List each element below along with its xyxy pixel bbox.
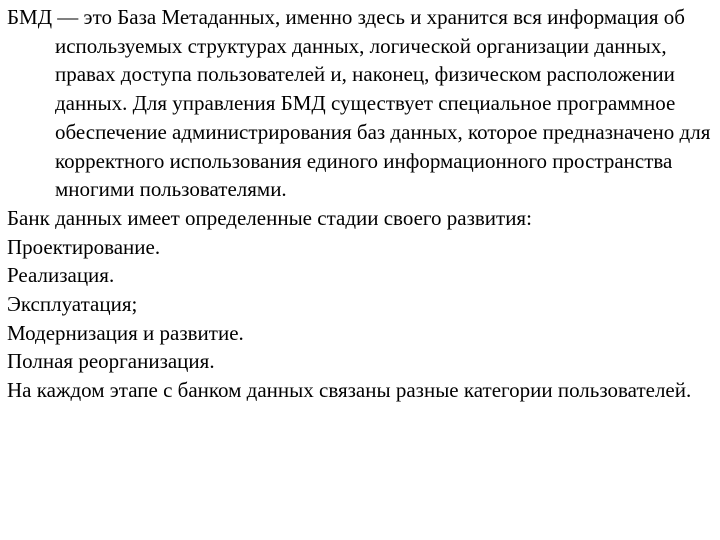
stage-modernization: Модернизация и развитие. [7, 320, 244, 345]
stage-implementation: Реализация. [7, 263, 115, 288]
stage-operation: Эксплуатация; [7, 292, 138, 317]
paragraph-bmd-definition: БМД — это База Метаданных, именно здесь и хранится вся информация об используемых структурах данных, логической организации данных, правах доступа пользователей и, наконец, физическом расположении данных. Для управления БМД существует специальное программное обеспечение администрирования баз данных, которое предназначено для корректного использования единого информационного пространства многими пользователями. [7, 5, 711, 202]
paragraph-development-stages: Банк данных имеет определенные стадии своего развития: [7, 205, 532, 230]
stage-design: Проектирование. [7, 234, 161, 259]
paragraph-user-categories: На каждом этапе с банком данных связаны разные категории пользователей. [7, 378, 692, 403]
stage-reorganization: Полная реорганизация. [7, 349, 215, 374]
